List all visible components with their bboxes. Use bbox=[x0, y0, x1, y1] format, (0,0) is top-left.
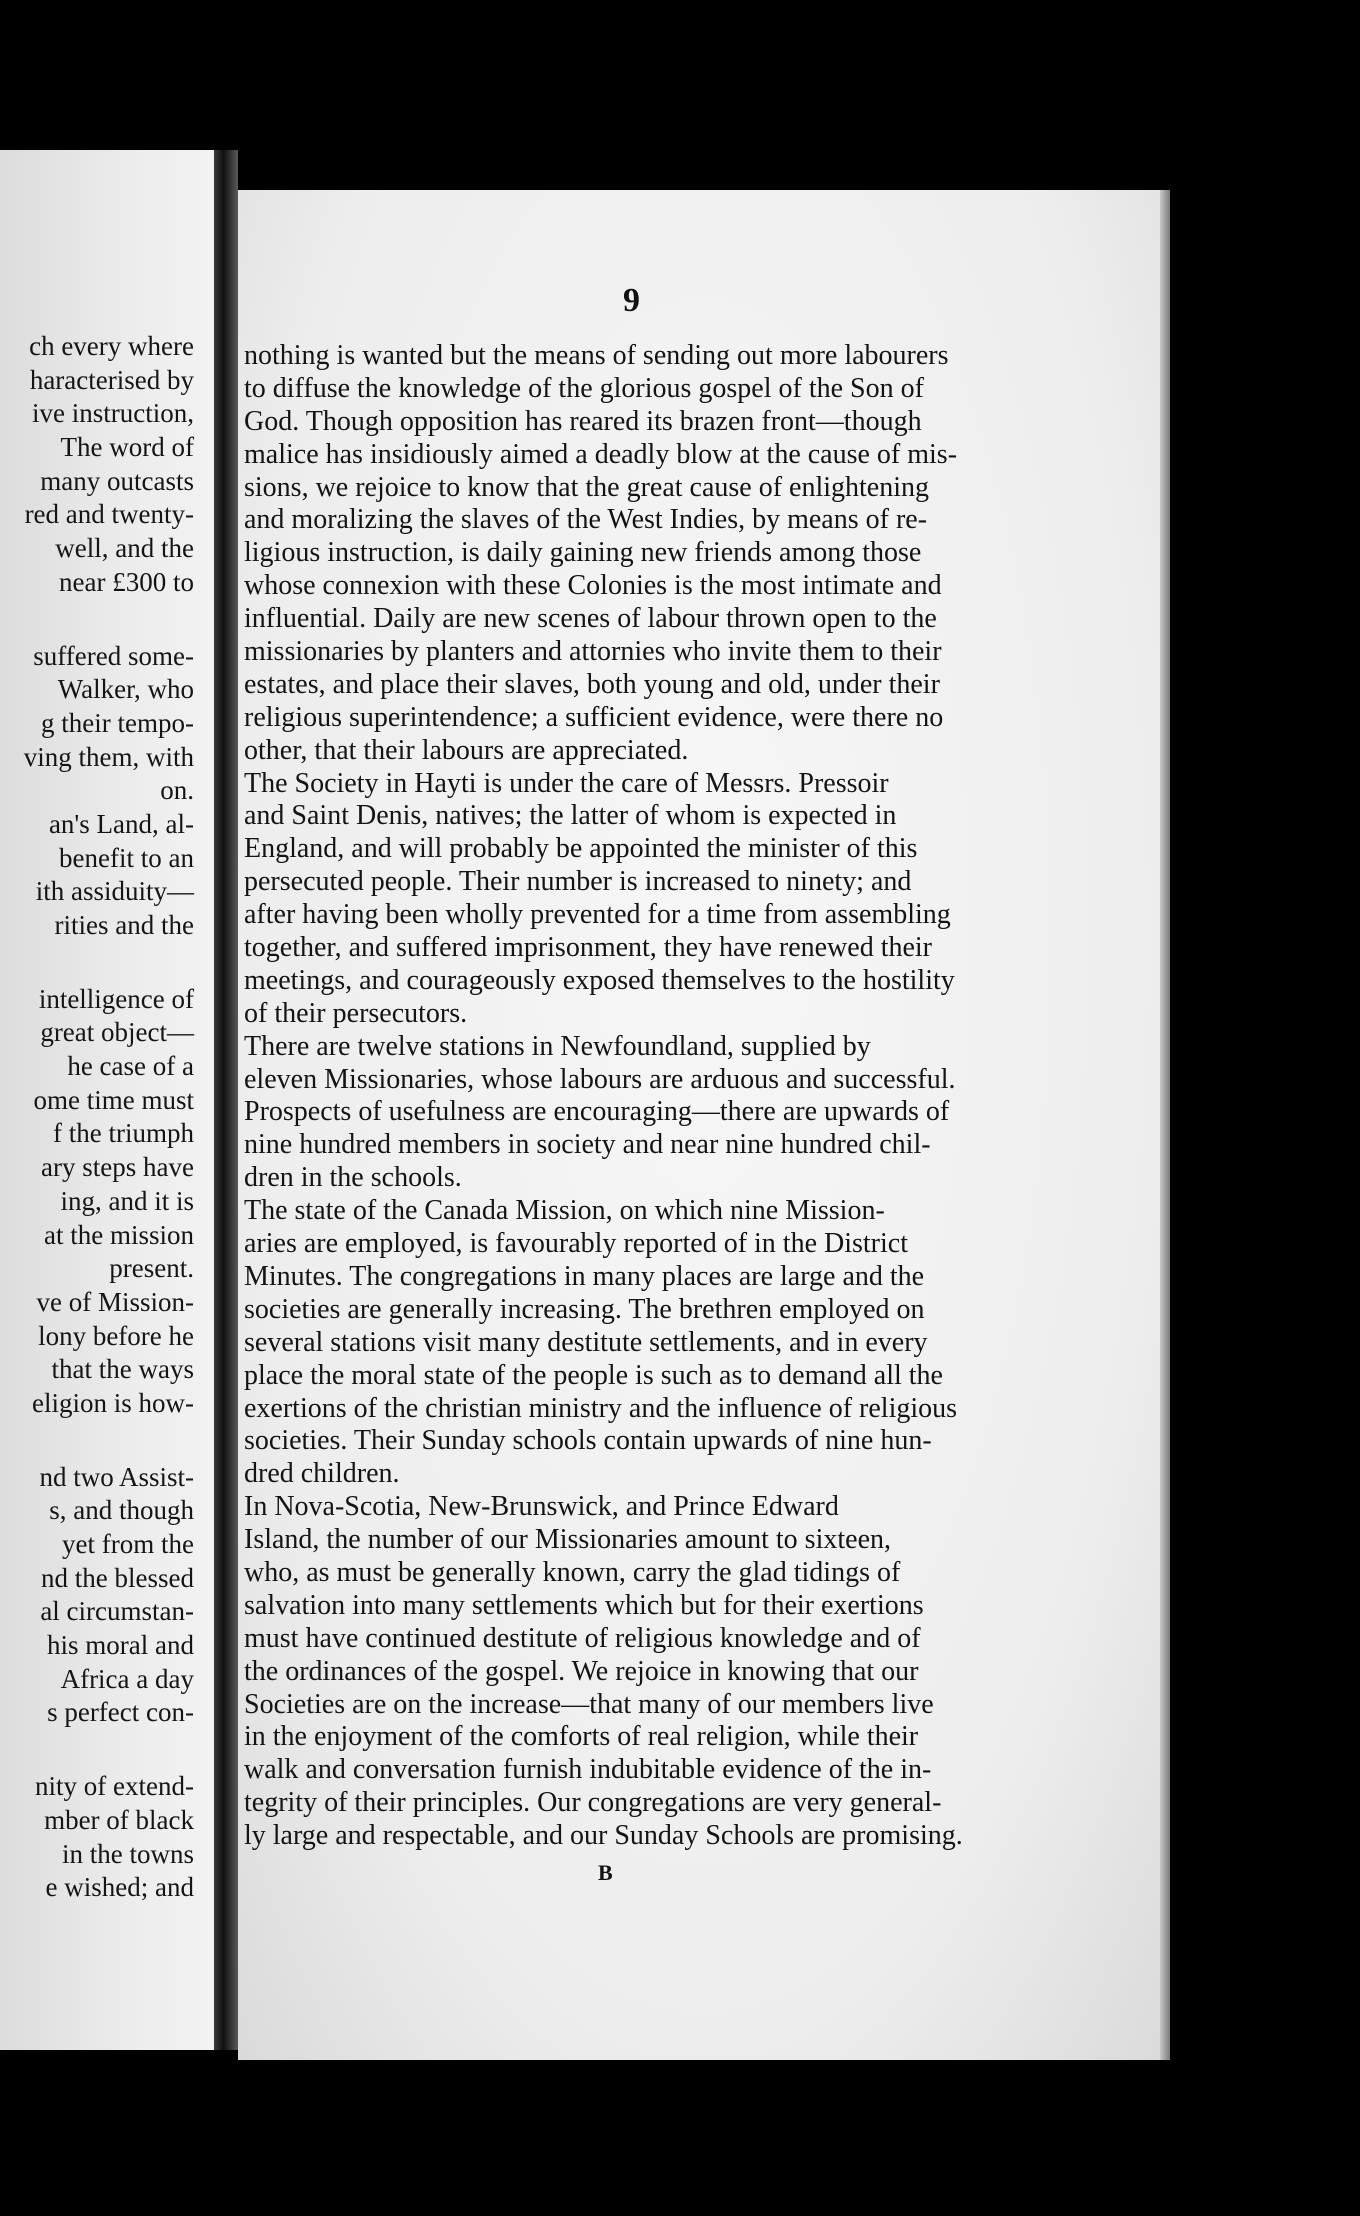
facing-text-line: ing, and it is bbox=[60, 1185, 194, 1216]
text-line: Minutes. The congregations in many places are large and the bbox=[244, 1260, 925, 1292]
facing-text-line: haracterised by bbox=[29, 364, 194, 395]
facing-text-line: ve of Mission- bbox=[36, 1286, 194, 1317]
facing-text-line: well, and the bbox=[55, 533, 194, 564]
facing-text-line: suffered some- bbox=[33, 640, 194, 671]
text-line: nothing is wanted but the means of sending out more labourers bbox=[244, 340, 949, 371]
text-line: several stations visit many destitute settlements, and in every bbox=[244, 1326, 928, 1358]
text-line: influential. Daily are new scenes of labour thrown open to the bbox=[244, 603, 937, 635]
facing-text-line: ch every where bbox=[29, 331, 194, 361]
text-line: dren in the schools. bbox=[244, 1162, 462, 1194]
page-body-text bbox=[244, 340, 1044, 1853]
text-line: missionaries by planters and attornies who invite them to their bbox=[244, 636, 942, 668]
facing-text-line: an's Land, al- bbox=[48, 808, 194, 839]
facing-text-line: eligion is how- bbox=[32, 1387, 194, 1418]
text-line: nine hundred members in society and near nine hundred chil- bbox=[244, 1129, 931, 1161]
facing-text-line: present. bbox=[109, 1253, 194, 1284]
facing-text-line: f the triumph bbox=[53, 1118, 194, 1149]
facing-text-line: g their tempo- bbox=[41, 707, 194, 738]
text-line: ly large and respectable, and our Sunday Schools are promising. bbox=[244, 1820, 963, 1852]
facing-text-line: Africa a day bbox=[60, 1663, 194, 1694]
facing-text-line: at the mission bbox=[44, 1219, 194, 1250]
text-line: and moralizing the slaves of the West Indies, by means of re- bbox=[244, 504, 928, 536]
facing-text-line: al circumstan- bbox=[40, 1596, 194, 1627]
facing-page-text bbox=[0, 330, 194, 1905]
text-line: exertions of the christian ministry and the influence of religious bbox=[244, 1392, 958, 1424]
text-line: after having been wholly prevented for a time from assembling bbox=[244, 899, 951, 931]
facing-text-line: that the ways bbox=[51, 1354, 194, 1385]
text-line: aries are employed, is favourably reported of in the District bbox=[244, 1228, 908, 1260]
text-line: England, and will probably be appointed the minister of this bbox=[244, 833, 918, 865]
facing-text-line: rities and the bbox=[54, 910, 194, 940]
page-number: 9 bbox=[623, 282, 640, 319]
text-line: to diffuse the knowledge of the glorious gospel of the Son of bbox=[244, 372, 924, 404]
facing-text-line: s, and though bbox=[49, 1495, 194, 1526]
text-line: There are twelve stations in Newfoundland, supplied by bbox=[244, 1030, 871, 1062]
facing-page-left bbox=[0, 150, 214, 2050]
text-line: religious superintendence; a sufficient evidence, were there no bbox=[244, 701, 944, 733]
text-line: other, that their labours are appreciated. bbox=[244, 734, 689, 766]
text-line: of their persecutors. bbox=[244, 997, 468, 1029]
text-line: meetings, and courageously exposed themselves to the hostility bbox=[244, 964, 955, 996]
text-line: Island, the number of our Missionaries amount to sixteen, bbox=[244, 1524, 891, 1556]
text-line: whose connexion with these Colonies is the most intimate and bbox=[244, 570, 942, 602]
facing-text-line: red and twenty- bbox=[24, 499, 194, 530]
facing-text-line: ving them, with bbox=[23, 741, 194, 772]
facing-text-line: Walker, who bbox=[57, 674, 194, 705]
text-line: and Saint Denis, natives; the latter of whom is expected in bbox=[244, 800, 897, 832]
facing-text-line: his moral and bbox=[47, 1630, 194, 1661]
text-line: sions, we rejoice to know that the great cause of enlightening bbox=[244, 471, 930, 503]
facing-text-line: on. bbox=[160, 775, 194, 806]
facing-text-line: nd two Assist- bbox=[39, 1461, 194, 1492]
facing-text-line: The word of bbox=[60, 432, 194, 463]
facing-text-line: benefit to an bbox=[59, 842, 194, 873]
paragraph-gap bbox=[0, 600, 194, 640]
facing-text-line: he case of a bbox=[67, 1051, 194, 1082]
facing-text-line: nd the blessed bbox=[41, 1562, 194, 1593]
facing-text-line: ith assiduity— bbox=[35, 876, 194, 907]
text-line: eleven Missionaries, whose labours are arduous and successful. bbox=[244, 1063, 956, 1095]
facing-text-line: mber of black bbox=[44, 1804, 194, 1835]
page-edge bbox=[1160, 190, 1170, 2060]
facing-text-line: intelligence of bbox=[38, 983, 194, 1014]
text-line: salvation into many settlements which but for their exertions bbox=[244, 1589, 924, 1621]
facing-text-line: lony before he bbox=[38, 1320, 194, 1351]
page-right bbox=[238, 190, 1168, 2060]
facing-text-line: s perfect con- bbox=[47, 1697, 194, 1728]
text-line: The state of the Canada Mission, on which nine Mission- bbox=[244, 1195, 885, 1227]
facing-text-line: in the towns bbox=[62, 1838, 194, 1869]
text-line: ligious instruction, is daily gaining new friends among those bbox=[244, 537, 922, 569]
text-line: Prospects of usefulness are encouraging—there are upwards of bbox=[244, 1096, 950, 1128]
text-line: societies are generally increasing. The brethren employed on bbox=[244, 1293, 925, 1325]
facing-text-line: near £300 to bbox=[59, 566, 194, 597]
text-line: estates, and place their slaves, both young and old, under their bbox=[244, 668, 940, 700]
text-line: place the moral state of the people is such as to demand all the bbox=[244, 1359, 943, 1391]
text-line: God. Though opposition has reared its brazen front—though bbox=[244, 405, 922, 437]
paragraph-gap bbox=[0, 1421, 194, 1461]
text-line: the ordinances of the gospel. We rejoice in knowing that our bbox=[244, 1655, 919, 1687]
facing-text-line: nity of extend- bbox=[35, 1771, 194, 1802]
text-line: malice has insidiously aimed a deadly blow at the cause of mis- bbox=[244, 438, 958, 470]
signature-mark: B bbox=[598, 1860, 613, 1885]
facing-text-line: ary steps have bbox=[41, 1152, 194, 1183]
paragraph-gap bbox=[0, 1730, 194, 1770]
text-line: tegrity of their principles. Our congregations are very general- bbox=[244, 1787, 942, 1819]
text-line: persecuted people. Their number is increased to ninety; and bbox=[244, 866, 912, 898]
text-line: in the enjoyment of the comforts of real religion, while their bbox=[244, 1721, 919, 1753]
facing-text-line: yet from the bbox=[62, 1529, 194, 1559]
text-line: societies. Their Sunday schools contain upwards of nine hun- bbox=[244, 1425, 932, 1457]
text-line: who, as must be generally known, carry the glad tidings of bbox=[244, 1556, 901, 1588]
text-line: together, and suffered imprisonment, they have renewed their bbox=[244, 932, 933, 964]
facing-text-line: ive instruction, bbox=[32, 398, 194, 429]
paragraph-gap bbox=[0, 943, 194, 983]
facing-text-line: great object— bbox=[40, 1017, 194, 1048]
book-gutter bbox=[214, 150, 238, 2050]
text-line: walk and conversation furnish indubitable evidence of the in- bbox=[244, 1754, 932, 1786]
text-line: In Nova-Scotia, New-Brunswick, and Prince Edward bbox=[244, 1491, 839, 1523]
facing-text-line: many outcasts bbox=[40, 465, 194, 496]
text-line: The Society in Hayti is under the care of Messrs. Pressoir bbox=[244, 767, 889, 799]
text-line: must have continued destitute of religious knowledge and of bbox=[244, 1622, 921, 1654]
text-line: dred children. bbox=[244, 1458, 400, 1490]
facing-text-line: ome time must bbox=[33, 1084, 194, 1115]
text-line: Societies are on the increase—that many of our members live bbox=[244, 1688, 934, 1720]
facing-text-line: e wished; and bbox=[45, 1872, 194, 1903]
